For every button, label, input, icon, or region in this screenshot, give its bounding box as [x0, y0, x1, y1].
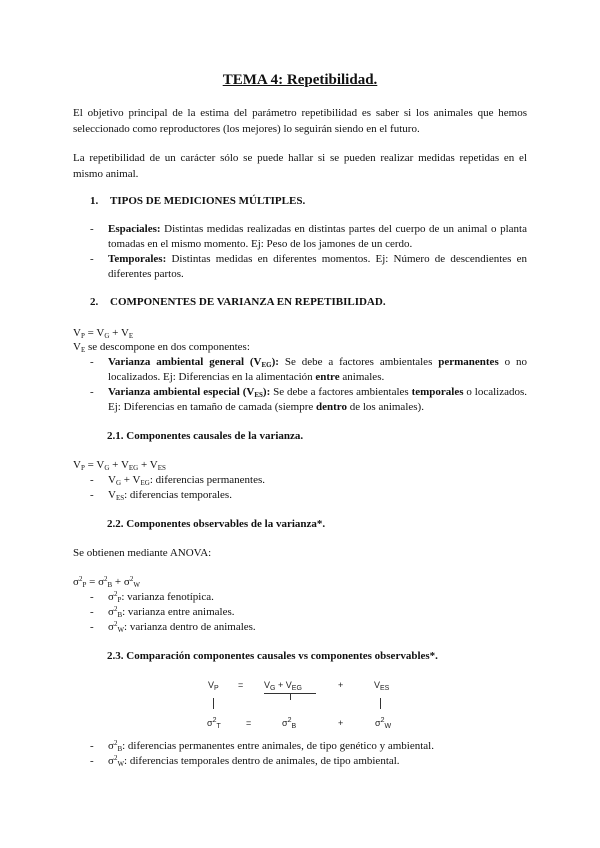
list-item: - Espaciales: Distintas medidas realizadas en distintas partes del cuerpo de un animal o planta tomadas en el mismo momento. Ej: Peso de los jamones de un cerdo. — [90, 223, 527, 250]
section-1-heading: 1. TIPOS DE MEDICIONES MÚLTIPLES. — [90, 195, 306, 207]
equation-vp: $V_P = V_G + V_E$ — [73, 327, 134, 340]
section-2-heading: 2. COMPONENTES DE VARIANZA EN REPETIBILIDAD. — [90, 296, 386, 308]
diagram-ves: $V_{ES}$ — [374, 680, 390, 692]
diagram-connector — [380, 698, 381, 709]
list-item: - Varianza ambiental especial $(V_{ES})$: Se debe a factores ambientales temporales o localizados. Ej: Diferencias en tamaño de camada (siempre dentro de los animales). — [90, 386, 527, 413]
list-item: - Varianza ambiental general $(V_{EG})$: Se debe a factores ambientales permanentes o no localizados. Ej: Diferencias en la alimentación entre animales. — [90, 356, 527, 383]
diagram-vg-veg: $V_G + V_{EG}$ — [264, 680, 302, 692]
diagram-sigma-w: $\sigma^2_W$ — [375, 717, 392, 730]
anova-intro: Se obtienen mediante ANOVA: — [73, 547, 212, 559]
subsection-2-1-heading: 2.1. Componentes causales de la varianza. — [107, 430, 304, 442]
intro-paragraph-1: El objetivo principal de la estima del parámetro repetibilidad es saber si los animales que hemos seleccionado como reproductores (los mejores) lo seguirán siendo en el futuro. — [73, 107, 527, 135]
diagram-plus-2: + — [338, 718, 344, 728]
list-item: - $\sigma^2_B$: varianza entre animales. — [90, 605, 235, 619]
diagram-sigma-t: $\sigma^2_T$ — [207, 717, 221, 730]
diagram-connector — [213, 698, 214, 709]
ve-description: $V_E$ se descompone en dos componentes: — [73, 341, 250, 354]
diagram-plus: + — [338, 680, 344, 690]
subsection-2-3-heading: 2.3. Comparación componentes causales vs componentes observables*. — [107, 650, 438, 662]
list-item: - $V_G + V_{EG}$: diferencias permanentes. — [90, 474, 265, 487]
intro-paragraph-2: La repetibilidad de un carácter sólo se puede hallar si se pueden realizar medidas repetidas en el mismo animal. — [73, 152, 527, 180]
page-title: TEMA 4: Repetibilidad. — [222, 72, 378, 88]
list-item: - $\sigma^2_P$: varianza fenotípica. — [90, 590, 214, 604]
list-item: - $\sigma^2_W$: varianza dentro de animales. — [90, 620, 256, 634]
list-item: - Temporales: Distintas medidas en diferentes momentos. Ej: Número de descendientes en diferentes partos. — [90, 253, 527, 280]
list-item: - $V_{ES}$: diferencias temporales. — [90, 489, 232, 502]
list-item: - $\sigma^2_W$: diferencias temporales dentro de animales, de tipo ambiental. — [90, 754, 400, 768]
list-item: - $\sigma^2_B$: diferencias permanentes entre animales, de tipo genético y ambiental. — [90, 739, 434, 753]
equation-sigma-p: $\sigma^2_P = \sigma^2_B + \sigma^2_W$ — [73, 575, 140, 589]
diagram-connector — [290, 694, 291, 700]
diagram-equals-2: = — [246, 718, 252, 728]
equation-vp-causal: $V_P = V_G + V_{EG} + V_{ES}$ — [73, 459, 166, 472]
diagram-sigma-b: $\sigma^2_B$ — [282, 717, 297, 730]
subsection-2-2-heading: 2.2. Componentes observables de la varianza*. — [107, 518, 326, 530]
diagram-equals: = — [238, 680, 244, 690]
diagram-vp: $V_P$ — [208, 680, 219, 692]
